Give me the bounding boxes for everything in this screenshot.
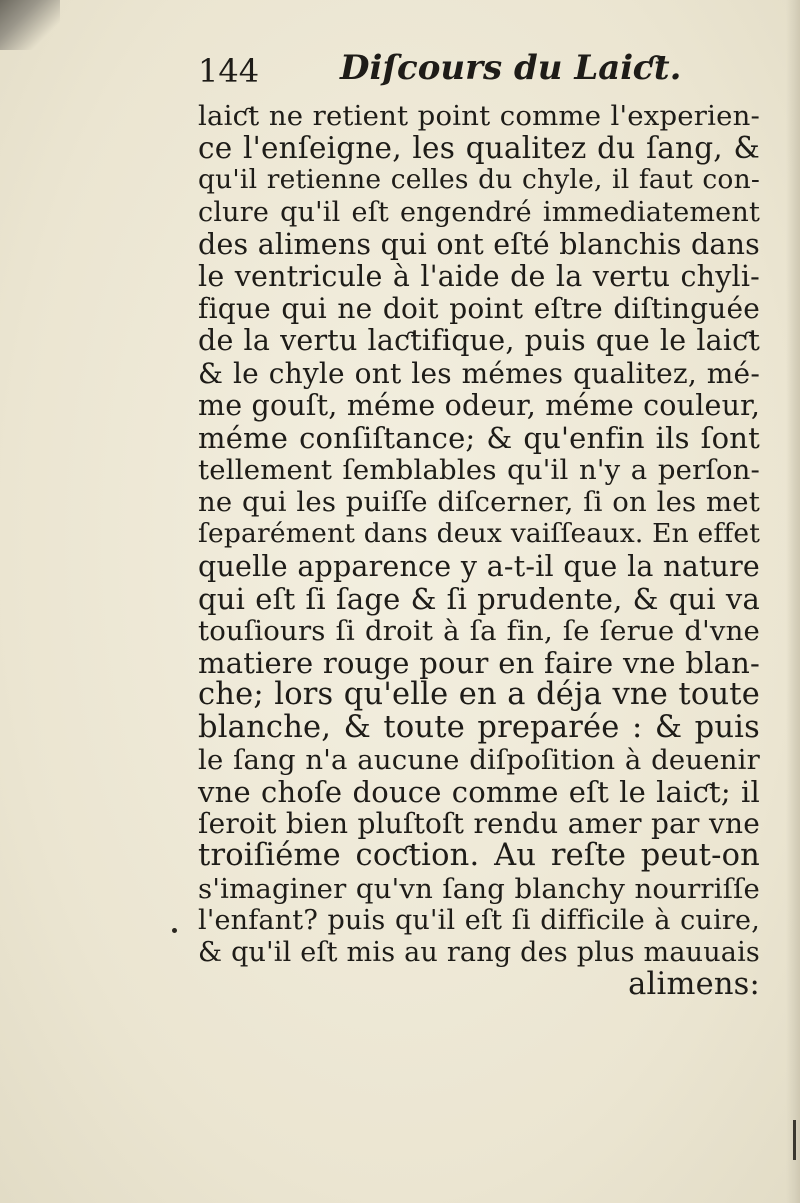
text-line: me gouſt, méme odeur, méme couleur, <box>198 388 761 422</box>
text-line: méme conſiſtance; & qu'enfin ils ſont <box>198 420 760 455</box>
page-number: 144 <box>198 52 260 90</box>
text-line: de la vertu laƈtifique, puis que le laiƈt <box>198 324 760 358</box>
text-line: qui eſt ſi ſage & ſi prudente, & qui va <box>198 581 760 616</box>
running-title: Diſcours du Laiƈt. <box>340 48 682 88</box>
text-line: blanche, & toute preparée : & puis <box>198 709 760 745</box>
text-line: tellement ſemblables qu'il n'y a perſon- <box>198 454 760 487</box>
text-line: touſiours ſi droit à ſa fin, ſe ſerue d'vne <box>198 615 760 647</box>
text-line: qu'il retienne celles du chyle, il faut con- <box>198 164 760 196</box>
text-line: laiƈt ne retient point comme l'experien- <box>198 100 760 132</box>
text-line: ce l'enſeigne, les qualitez du ſang, & <box>198 131 760 166</box>
text-line-catchword: alimens: <box>628 967 760 1003</box>
text-line: & qu'il eſt mis au rang des plus mauuais <box>198 936 760 968</box>
text-line: le ſang n'a aucune diſpoſition à deuenir <box>198 743 760 776</box>
page-edge-mark <box>793 1120 796 1160</box>
page-corner-shadow <box>0 0 60 50</box>
text-line: des alimens qui ont eſté blanchis dans <box>198 227 760 261</box>
text-line: le ventricule à l'aide de la vertu chyli- <box>198 259 760 293</box>
margin-mark-dot <box>172 928 177 933</box>
text-line: che; lors qu'elle en a déja vne toute <box>198 677 760 713</box>
text-line: l'enfant? puis qu'il eſt ſi difficile à cuire, <box>198 904 760 936</box>
page-right-edge <box>786 0 800 1203</box>
text-line: ne qui les puiſſe diſcerner, ſi on les met <box>198 486 760 519</box>
text-line: s'imaginer qu'vn ſang blanchy nourriſſe <box>198 872 760 905</box>
text-line: fique qui ne doit point eſtre diſtinguée <box>198 292 760 326</box>
text-line: vne choſe douce comme eſt le laiƈt; il <box>198 774 760 809</box>
page-header <box>198 48 758 98</box>
text-line: ſeparément dans deux vaiſſeaux. En effet <box>198 518 761 550</box>
text-line: ſeroit bien pluſtoſt rendu amer par vne <box>198 807 760 841</box>
body-text <box>198 100 760 1001</box>
text-line: troiſiéme coƈtion. Au reſte peut-on <box>198 838 760 874</box>
text-line: clure qu'il eſt engendré immediatement <box>198 196 760 228</box>
text-line: & le chyle ont les mémes qualitez, mé- <box>198 356 760 390</box>
text-line: quelle apparence y a-t-il que la nature <box>198 549 760 583</box>
text-line: matiere rouge pour en faire vne blan- <box>198 646 760 681</box>
